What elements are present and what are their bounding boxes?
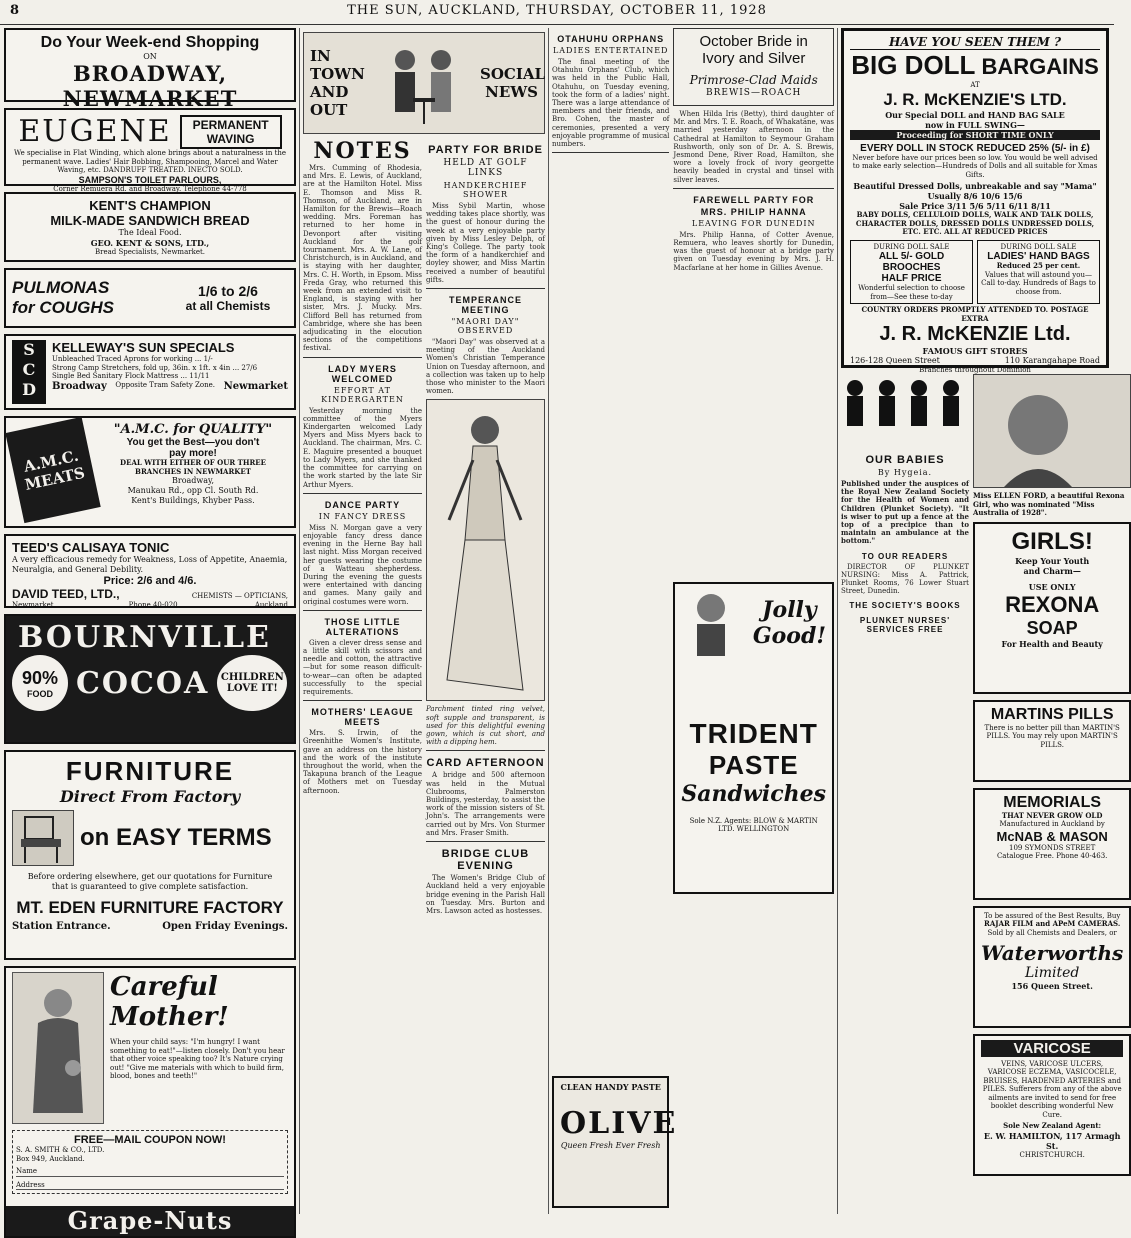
party-bride-body: Miss Sybil Martin, whose wedding takes place shortly, was the guest of honour during the week at a very enjoyable party given by Miss Lesley Delph, of King's College. The party took the form of a handkerchief and doyley shower, and Miss Martin received a number of beautiful gifts. [426, 202, 545, 284]
dolls-addr2: 110 Karangahape Road [1004, 356, 1100, 365]
card-title: CARD AFTERNOON [426, 757, 545, 770]
box2-title: DURING DOLL SALE [1000, 242, 1077, 251]
olive-brand: OLIVE [560, 1106, 678, 1141]
waterworths-addr: 156 Queen Street. [1011, 981, 1093, 991]
trident-brand1: TRIDENT [689, 717, 818, 749]
october-bride-title1: October Bride in [699, 33, 808, 50]
grape-nuts-body: When your child says: "I'm hungry! I want something to eat!"—listen closely. Don't you hear that other voice speaking too? It's Nature crying out! "Give me materials with which to build firm, blood, bones and teeth!" [110, 1038, 285, 1080]
memorials-addr: 109 SYMONDS STREET [1009, 843, 1096, 852]
kents-trade: Bread Specialists, Newmarket. [94, 248, 206, 256]
masthead [0, 0, 1114, 25]
rexona-use: USE ONLY [1028, 581, 1076, 592]
teeds-desc: A very efficacious remedy for Weakness, Loss of Appetite, Anaemia, Neuralgia, and General Debility. [12, 555, 288, 574]
eugene-body: We specialise in Flat Winding, which alone brings about a naturalness in the permanent wave. Ladies' Hair Bobbing, Shampooing, Marcel and Water Waving, etc. DANDRUFF TREATED. INECTO SOLD. [13, 149, 287, 174]
rexona-ad [973, 522, 1131, 694]
teeds-firm: DAVID TEED, LTD., [12, 587, 120, 601]
evening-gown-illustration [426, 399, 545, 701]
dolls-sub2: now in FULL SWING— [925, 119, 1025, 130]
eugene-address: Corner Remuera Rd. and Broadway. Telephone 44-778 [53, 184, 247, 193]
column-rule [548, 28, 549, 1214]
grape-nuts-ad [4, 966, 296, 1238]
furniture-body: Before ordering elsewhere, get our quotations for Furniture that is guaranteed to give complete satisfaction. [27, 872, 273, 891]
divider [303, 357, 422, 358]
kents-title2: MILK-MADE SANDWICH BREAD [50, 213, 250, 228]
october-bride-names: BREWIS—ROACH [706, 88, 802, 98]
coupon[interactable] [12, 1130, 288, 1194]
chair-illustration [12, 810, 74, 866]
varicose-city: CHRISTCHURCH. [1019, 1150, 1085, 1159]
farewell-body: Mrs. Philip Hanna, of Cotter Avenue, Remuera, who leaves shortly for Dunedin, was the guest of honour at a bridge party given on Tuesday evening by Mrs. J. H. Macfarlane at her home in Gillies Avenue. [673, 230, 834, 272]
dolls-famous: FAMOUS GIFT STORES [922, 346, 1028, 356]
kelleway-logo: S C D [12, 340, 46, 404]
pulmonas-name: PULMONAS [12, 278, 110, 297]
olive-tag: Queen Fresh Ever Fresh [560, 1141, 661, 1150]
martins-pills-ad [973, 700, 1131, 782]
teeds-price: Price: 2/6 and 4/6. [103, 575, 197, 587]
kelleway-line3: Single Bed Sanitary Flock Mattress ... 11/11 [52, 372, 210, 380]
divider [303, 493, 422, 494]
october-bride-body: When Hilda Iris (Betty), third daughter of Mr. and Mrs. T. E. Roach, of Whakatāne, was married yesterday afternoon in the Cathedral at Hamilton to Seymour Graham Rushworth, only son of Dr. A. S. Brewis, Jesmond Dene, River Road, Hamilton, she wore a lovely frock of ivory georgette heavily beaded in crystal and tinsel with silver leaves. [673, 110, 834, 184]
furniture-open: Open Friday Evenings. [162, 921, 288, 932]
eugene-brand: EUGENE [18, 114, 172, 149]
trident-slogan2: Good! [752, 622, 826, 649]
temperance-body: "Maori Day" was observed at a meeting of the Auckland Women's Christian Temperance Union on Tuesday afternoon, and a collection was taken up to help those who minister to the Maori women. [426, 338, 545, 396]
varicose-name: E. W. HAMILTON, 117 Armagh St. [983, 1130, 1121, 1151]
dance-body: Miss N. Morgan gave a very enjoyable fancy dress dance evening in the Herne Bay hall last night. Miss Morgan received her guests wearing the costume of a Watteau shepherdess. During the evening the guests were entertained with dancing and games. Many gaily and original costumes were worn. [303, 523, 422, 606]
rexona-girl-portrait [973, 374, 1131, 488]
column-rule [299, 28, 300, 1214]
box1-b: HALF PRICE [881, 273, 942, 284]
babies-body: Published under the auspices of the Royal New Zealand Society for the Health of Women and Children (Plunket Society). "It is wiser to put up a fence at the top of a precipice than to maintain an ambulance at the bottom." [841, 479, 969, 546]
amc-sub1: You get the Best—you don't [126, 437, 260, 448]
column-3 [552, 28, 834, 1214]
eugene-salon: SAMPSON'S TOILET PARLOURS, [78, 174, 222, 185]
october-bride-sub: Primrose-Clad Maids [689, 73, 818, 87]
amc-branch2: Manukau Rd., opp Cl. South Rd. [127, 486, 259, 495]
teeds-town2: Auckland [254, 601, 288, 609]
waterworths-ad [973, 906, 1131, 1028]
rexona-sub1: Keep Your Youth [1015, 555, 1090, 566]
divider [303, 610, 422, 611]
eugene-tag: PERMANENT WAVING [180, 115, 282, 149]
column-2 [303, 28, 545, 1214]
otahuhu-body: The final meeting of the Otahuhu Orphans' Club, which was held in the Public Hall, Otahuhu, on Tuesday evening, took the form of a ladies' night. There was a large attendance of members and their friends, and Bro. Cohen, the master of ceremonies, presented a very enjoyable programme of musical numbers. [552, 58, 670, 149]
column-rule [837, 28, 838, 1214]
kelleway-ad [4, 334, 296, 410]
kelleway-line2: Strong Camp Stretchers, fold up, 36in. x 1ft. x 4in ... 27/6 [52, 363, 258, 372]
dance-title: DANCE PARTY [324, 499, 401, 510]
amc-meats-ad [4, 416, 296, 528]
rexona-for: For Health and Beauty [1001, 638, 1103, 649]
pulmonas-for: for COUGHS [12, 298, 114, 317]
doll-bargains-ad [841, 28, 1109, 374]
masthead-title: THE SUN, AUCKLAND, THURSDAY, OCTOBER 11, 1928 [347, 3, 767, 18]
grape-nuts-brand: Grape-Nuts [6, 1206, 294, 1236]
eugene-ad [4, 108, 296, 193]
coupon-firm: S. A. SMITH & CO., LTD. [16, 1146, 105, 1154]
broadway-line3: BROADWAY, NEWMARKET [62, 61, 238, 111]
dolls-line1: Beautiful Dressed Dolls, unbreakable and say "Mama" [853, 181, 1097, 191]
amc-sub2: pay more! [169, 448, 217, 459]
kents-bread-ad [4, 192, 296, 262]
bournville-cocoa-ad [4, 614, 296, 744]
column-4 [841, 28, 1125, 1214]
rexona-head: GIRLS! [1011, 527, 1093, 555]
dolls-warn: Never before have our prices been so low. You would be well advised to make early selection—Hundreds of Dolls and all suitable for Xmas Gifts. [852, 153, 1098, 179]
teeds-town1: Newmarket [12, 601, 54, 609]
october-bride-title2: Ivory and Silver [702, 50, 806, 67]
furniture-title: FURNITURE [65, 756, 235, 786]
broadway-ad [4, 28, 296, 111]
furniture-firm: MT. EDEN FURNITURE FACTORY [16, 898, 284, 917]
dolls-firm: J. R. McKENZIE'S LTD. [883, 89, 1067, 109]
october-bride-box [673, 28, 834, 106]
furniture-terms: on EASY TERMS [80, 824, 272, 851]
trident-paste-ad [673, 582, 834, 894]
kents-title1: KENT'S CHAMPION [89, 198, 211, 213]
babies-by: By Hygeia. [877, 468, 933, 477]
waterworths-l2: RAJAR FILM and APeM CAMERAS. [984, 919, 1121, 928]
babies-silhouettes [841, 374, 969, 444]
furniture-ad [4, 750, 296, 960]
notes-body: Mrs. Cumming of Rhodesia, and Mrs. E. Lewis, of Auckland, are at the Hamilton Hotel. Miss E. Thomson and Miss R. Thomson, of Auckland, are in Hamilton for the Brewis—Roach wedding. Mrs. Foreman has returned to her home in Devonport after visiting Auckland for the golf tournament. Mrs. A. W. Lane, of Christchurch, is in Auckland, and is staying with her daughter, Mrs. C. H. Worth, in Epsom. Miss Freda Gray, who returned this week from an extended visit to England, is staying with her sister, Mrs. J. Mucky. Mrs. Clifford Bell has returned from Cambridge, where she has been adjudicating in the elocution sections of the competitions festival. [303, 164, 422, 353]
memorials-cat: Catalogue Free. Phone 40-463. [996, 852, 1108, 860]
dolls-country: COUNTRY ORDERS PROMPTLY ATTENDED TO. POSTAGE EXTRA [861, 305, 1089, 323]
bridge-body: The Women's Bridge Club of Auckland held a very enjoyable bridge evening in the Parish Hall on Tuesday. Mrs. Burton and Mrs. Lawson acted as hostesses. [426, 874, 545, 915]
martins-brand: MARTINS PILLS [990, 705, 1114, 723]
rexona-quote: Miss ELLEN FORD, a beautiful Rexona Girl, who was nominated "Miss Australia of 1928". [973, 491, 1125, 517]
pulmonas-ad [4, 268, 296, 328]
temperance-title: TEMPERANCE MEETING [448, 295, 522, 316]
waterworths-brand: Waterworths [981, 941, 1124, 965]
coupon-address: Box 949, Auckland. [16, 1154, 85, 1163]
farewell-title: FAREWELL PARTY FOR [693, 194, 815, 205]
babies-services: PLUNKET NURSES' SERVICES FREE [859, 616, 951, 635]
trident-slogan1: Jolly [762, 596, 817, 623]
rexona-brand: REXONA [1005, 591, 1100, 617]
child-illustration [681, 588, 741, 658]
babies-books: THE SOCIETY'S BOOKS [849, 601, 961, 611]
memorials-made: Manufactured in Auckland by [999, 820, 1105, 828]
tea-party-illustration [375, 38, 471, 128]
lady-myers-sub: EFFORT AT KINDERGARTEN [321, 385, 404, 404]
teeds-role: CHEMISTS — OPTICIANS, [191, 592, 288, 600]
banner-left: IN TOWN AND OUT [310, 47, 365, 119]
party-bride-sub2: HANDKERCHIEF SHOWER [443, 181, 528, 199]
otahuhu-title: OTAHUHU ORPHANS [557, 34, 665, 44]
alterations-title: THOSE LITTLE ALTERATIONS [324, 616, 401, 637]
memorials-ad [973, 788, 1131, 900]
dolls-title2: BARGAINS [981, 54, 1099, 79]
coupon-address-field[interactable]: Address [16, 1181, 284, 1191]
broadway-line2: ON [143, 52, 157, 61]
pulmonas-where: at all Chemists [185, 299, 271, 313]
amc-logo: A.M.C. MEATS [5, 417, 100, 523]
kents-sub: The Ideal Food. [118, 228, 182, 237]
kents-firm: GEO. KENT & SONS, LTD., [90, 238, 210, 248]
box1-title: DURING DOLL SALE [873, 242, 950, 251]
divider [426, 750, 545, 751]
dolls-branches: Branches throughout Dominion [919, 366, 1031, 374]
rexona-sub2: and Charm— [1023, 565, 1081, 576]
varicose-body: VEINS, VARICOSE ULCERS, VARICOSE ECZEMA, VASICOCELE, BRUISES, HARDENED ARTERIES and PILES. Sufferers from any of the above ailments are invited to send for free booklet describing wonderful New Cure. [982, 1059, 1122, 1119]
coupon-name-field[interactable]: Name [16, 1167, 284, 1177]
teeds-phone: Phone 40-020. [128, 601, 180, 609]
babies-directors: DIRECTOR OF PLUNKET NURSING: Miss A. Pattrick, Plunket Rooms, 76 Lower Stuart Street, Dunedin. [841, 562, 969, 596]
dolls-line2: BABY DOLLS, CELLULOID DOLLS, WALK AND TALK DOLLS, CHARACTER DOLLS, DRESSED DOLLS UNDRESSED DOLLS, ETC. ETC. ALL AT REDUCED PRICES [855, 210, 1095, 236]
temperance-sub: "MAORI DAY" OBSERVED [451, 317, 520, 336]
broadway-line1: Do Your Week-end Shopping [40, 34, 260, 51]
coupon-title: FREE—MAIL COUPON NOW! [74, 1134, 226, 1146]
farewell-title2: MRS. PHILIP HANNA [700, 206, 807, 217]
cocoa-children: CHILDREN LOVE IT! [217, 655, 287, 711]
bridge-title: BRIDGE CLUB EVENING [441, 848, 530, 873]
trident-agent: Sole N.Z. Agents: BLOW & MARTIN LTD. WELLINGTON [689, 816, 818, 834]
dolls-reduced: EVERY DOLL IN STOCK REDUCED 25% (5/- in £) [860, 142, 1090, 154]
divider [426, 841, 545, 842]
amc-tagline: "A.M.C. for QUALITY" [113, 422, 273, 437]
mothers-body: Mrs. S. Irwin, of the Greenhithe Women's Institute, gave an address on the history and the work of the institute throughout the world, when the Takapuna branch of the League of Mothers met on Tuesday afternoon. [303, 729, 422, 795]
waterworths-ltd: Limited [1024, 965, 1080, 981]
dolls-usually: Usually 8/6 10/6 15/6 [927, 191, 1023, 201]
kelleway-title: KELLEWAY'S SUN SPECIALS [52, 340, 235, 355]
dolls-sub1: Our Special DOLL and HAND BAG SALE [885, 109, 1065, 120]
dolls-title1: BIG DOLL [851, 50, 976, 80]
cocoa-brand2: COCOA [76, 665, 210, 701]
babies-title: OUR BABIES [865, 454, 945, 466]
furniture-sub: Direct From Factory [59, 787, 241, 806]
page-number: 8 [10, 3, 21, 18]
column-1 [4, 28, 296, 1235]
lady-myers-body: Yesterday morning the committee of the Myers Kindergarten welcomed Lady Myers and Miss Myers back to Auckland. The chairman, Mrs. C. E. Maguire presented a bouquet to Lady Myers, and she thanked the committee for carrying on the work started by the late Sir Arthur Myers. [303, 406, 422, 489]
dance-sub: IN FANCY DRESS [318, 511, 407, 521]
social-banner [303, 32, 545, 134]
box1-a: ALL 5/- GOLD BROOCHES [878, 251, 945, 273]
dolls-kicker: HAVE YOU SEEN THEM ? [850, 35, 1100, 50]
banner-right: SOCIAL NEWS [480, 65, 546, 101]
cocoa-percent: 90% [21, 667, 59, 688]
trident-brand2: PASTE [708, 749, 799, 780]
rexona-soap: SOAP [1026, 617, 1078, 638]
grape-nuts-headline: Careful Mother! [110, 972, 229, 1032]
kelleway-town: Newmarket [223, 380, 288, 392]
dolls-addr1: 126-128 Queen Street [850, 356, 940, 365]
dolls-sub3: Proceeding for SHORT TIME ONLY [850, 130, 1100, 140]
card-body: A bridge and 500 afternoon was held in the Mutual Clubrooms, Palmerston Buildings, yesterday, to assist the work of the mission sisters of St. John's. The arrangements were carried out by Mrs. Von Sturmer and Mrs. Fraser Smith. [426, 771, 545, 837]
lady-myers-title: LADY MYERS WELCOMED [328, 363, 397, 384]
dolls-firm2: J. R. McKENZIE Ltd. [879, 323, 1071, 345]
farewell-sub: LEAVING FOR DUNEDIN [691, 218, 816, 228]
kelleway-opp: Opposite Tram Safety Zone. [115, 380, 216, 389]
varicose-ad [973, 1034, 1131, 1176]
alterations-body: Given a clever dress sense and a little skill with scissors and needle and cotton, the attractive—but for some reason difficult-to-wear—can often be adapted successfully to the special requirements. [303, 638, 422, 696]
divider [426, 288, 545, 289]
olive-paste-ad [552, 1076, 678, 1208]
party-bride-sub: HELD AT GOLF LINKS [443, 158, 528, 178]
varicose-brand: VARICOSE [981, 1040, 1123, 1057]
memorials-sub: THAT NEVER GROW OLD [1001, 810, 1103, 820]
varicose-agent: Sole New Zealand Agent: [1003, 1121, 1102, 1130]
furniture-station: Station Entrance. [12, 921, 111, 932]
trident-brand3: Sandwiches [681, 780, 826, 807]
amc-deal: DEAL WITH EITHER OF OUR THREE BRANCHES IN NEWMARKET [120, 458, 266, 476]
dolls-at: AT [970, 81, 980, 89]
mother-child-illustration [12, 972, 104, 1124]
gown-caption: Parchment tinted ring velvet, soft supple and transparent, is used for this delightful evening gown, which is cut short, and with a dipping hem. [426, 705, 545, 747]
memorials-firm: McNAB & MASON [996, 828, 1108, 844]
notes-title: NOTES [313, 138, 412, 164]
box1-c: Wonderful selection to choose from—See these to-day [858, 284, 965, 301]
teeds-title: TEED'S CALISAYA TONIC [12, 540, 170, 555]
kelleway-line1: Unbleached Traced Aprons for working ... 1/- [52, 355, 213, 363]
box2-b: Reduced 25 per cent. [996, 261, 1081, 270]
party-bride-title: PARTY FOR BRIDE [428, 144, 543, 156]
waterworths-l1: To be assured of the Best Results, Buy [984, 911, 1121, 920]
mothers-title: MOTHERS' LEAGUE MEETS [311, 707, 414, 728]
waterworths-l3: Sold by all Chemists and Dealers, or [987, 928, 1117, 937]
memorials-title: MEMORIALS [1003, 793, 1102, 811]
cocoa-badge [12, 655, 68, 711]
cocoa-food: FOOD [27, 688, 53, 699]
babies-heading: TO OUR READERS [861, 551, 949, 561]
box2-a: LADIES' HAND BAGS [987, 251, 1090, 262]
amc-branch1: Broadway, [171, 476, 215, 485]
divider [673, 188, 834, 189]
otahuhu-sub: LADIES ENTERTAINED [552, 46, 669, 55]
kelleway-street: Broadway [52, 380, 107, 392]
dolls-sale: Sale Price 3/11 5/6 5/11 6/11 8/11 [899, 201, 1051, 211]
divider [303, 700, 422, 701]
box2-c: Values that will astound you—Call to-day. Hundreds of Bags to choose from. [981, 270, 1096, 296]
divider [552, 152, 669, 153]
pulmonas-price: 1/6 to 2/6 [198, 283, 258, 299]
teeds-tonic-ad [4, 534, 296, 608]
amc-branch3: Kent's Buildings, Khyber Pass. [131, 496, 255, 505]
martins-body: There is no better pill than MARTIN'S PILLS. You may rely upon MARTIN'S PILLS. [984, 723, 1120, 749]
olive-sub: CLEAN HANDY PASTE [560, 1082, 661, 1092]
cocoa-brand1: BOURNVILLE [18, 620, 271, 655]
